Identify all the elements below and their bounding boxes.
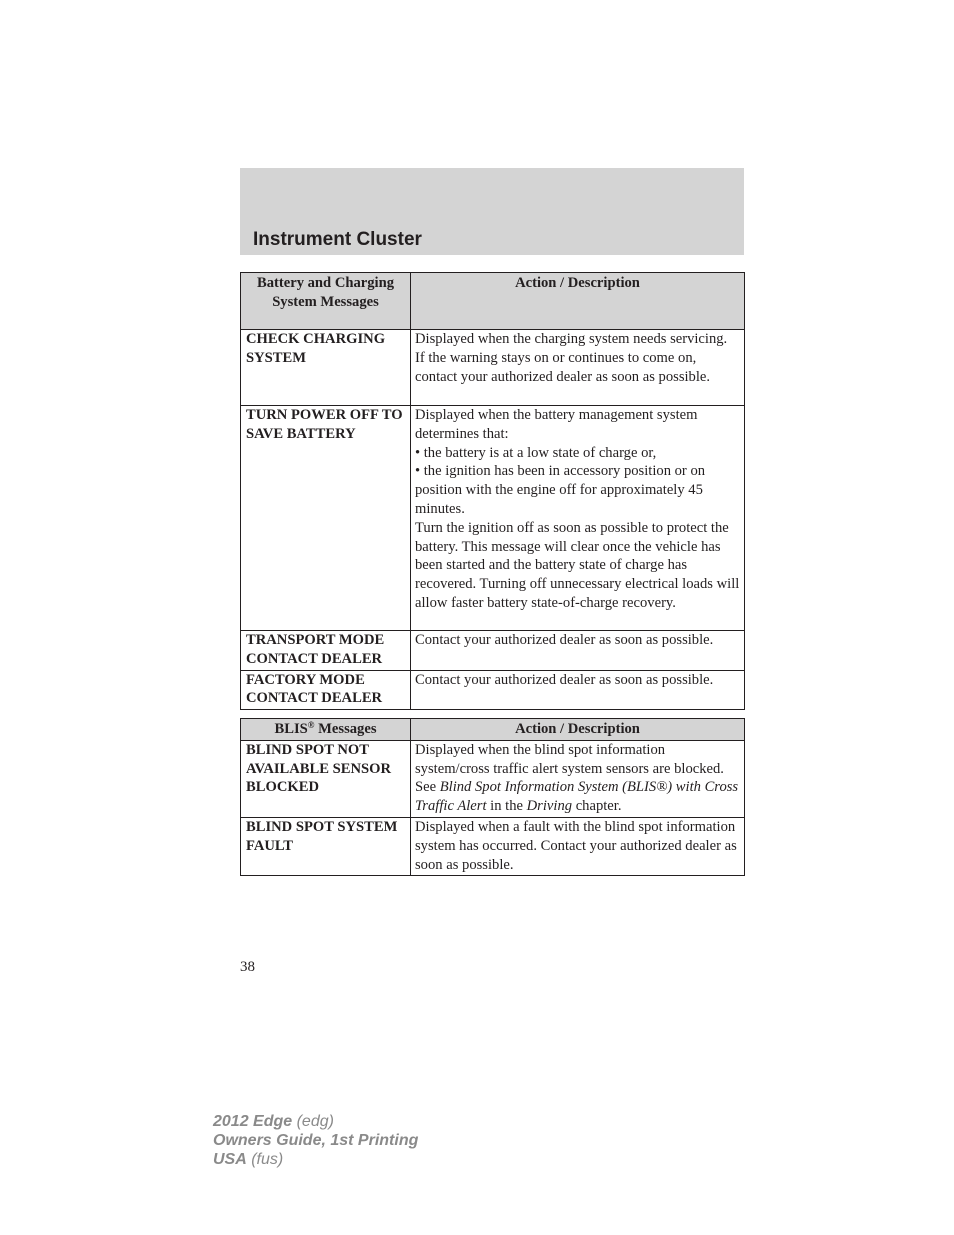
- description-bullet: • the battery is at a low state of charge or,: [415, 444, 657, 461]
- footer-line-model: [213, 1112, 418, 1131]
- guide-name: Owners Guide, 1st Printing: [213, 1132, 419, 1149]
- market-name: USA: [213, 1151, 247, 1168]
- table-header-row: [241, 719, 745, 741]
- message-description: Displayed when a fault with the blind spot information system has occurred. Contact your authorized dealer as soon as possible.: [411, 817, 745, 875]
- message-name: TURN POWER OFF TO SAVE BATTERY: [241, 406, 411, 631]
- table-row: [241, 670, 745, 710]
- column-header-action: Action / Description: [411, 719, 745, 741]
- blis-messages-table: [240, 718, 745, 876]
- column-header-messages: [241, 719, 411, 741]
- footer-line-market: [213, 1150, 418, 1169]
- message-description: Contact your authorized dealer as soon as possible.: [411, 631, 745, 671]
- message-name: BLIND SPOT SYSTEM FAULT: [241, 817, 411, 875]
- message-description: Displayed when the charging system needs servicing. If the warning stays on or continues to come on, contact your authorized dealer as soon as possible.: [411, 330, 745, 406]
- table-row: [241, 406, 745, 631]
- section-header-band: [240, 168, 744, 255]
- market-code: (fus): [246, 1151, 284, 1168]
- registered-mark: ®: [307, 720, 315, 730]
- message-name: BLIND SPOT NOT AVAILABLE SENSOR BLOCKED: [241, 740, 411, 817]
- column-header-messages: Battery and Charging System Messages: [241, 273, 411, 330]
- description-text: chapter.: [572, 798, 622, 815]
- messages-label: Messages: [314, 721, 377, 737]
- page-number: 38: [240, 959, 255, 975]
- description-bullet: • the ignition has been in accessory position or on position with the engine off for approximately 45 minutes.: [415, 463, 706, 517]
- table-row: [241, 740, 745, 817]
- table-row: [241, 631, 745, 671]
- description-text: Displayed when the blind spot information system/cross traffic alert system sensors are blocked. See: [415, 741, 724, 796]
- column-header-action: Action / Description: [411, 273, 745, 330]
- chapter-reference: Driving: [526, 798, 573, 815]
- table-row: [241, 330, 745, 406]
- blis-label: BLIS: [274, 721, 308, 737]
- model-name: 2012 Edge: [213, 1113, 293, 1130]
- table-row: [241, 817, 745, 875]
- footer-line-guide: [213, 1131, 418, 1150]
- cross-reference: Blind Spot Information System (BLIS®) with Cross Traffic Alert: [415, 779, 739, 815]
- description-intro: Displayed when the battery management system determines that:: [415, 407, 698, 442]
- message-name: FACTORY MODE CONTACT DEALER: [241, 670, 411, 710]
- document-footer: [213, 1112, 418, 1169]
- table-header-row: [241, 273, 745, 330]
- description-text: in the: [486, 798, 527, 815]
- message-description: [411, 406, 745, 631]
- message-description: [411, 740, 745, 817]
- message-description: Contact your authorized dealer as soon as possible.: [411, 670, 745, 710]
- description-outro: Turn the ignition off as soon as possible to protect the battery. This message will clear once the vehicle has been started and the battery state of charge has recovered. Turning off unnecessary electrical loads will allow faster battery state-of-charge recovery.: [415, 519, 740, 611]
- battery-charging-messages-table: [240, 272, 745, 710]
- model-code: (edg): [292, 1113, 334, 1130]
- section-title: Instrument Cluster: [253, 229, 422, 250]
- message-name: TRANSPORT MODE CONTACT DEALER: [241, 631, 411, 671]
- message-name: CHECK CHARGING SYSTEM: [241, 330, 411, 406]
